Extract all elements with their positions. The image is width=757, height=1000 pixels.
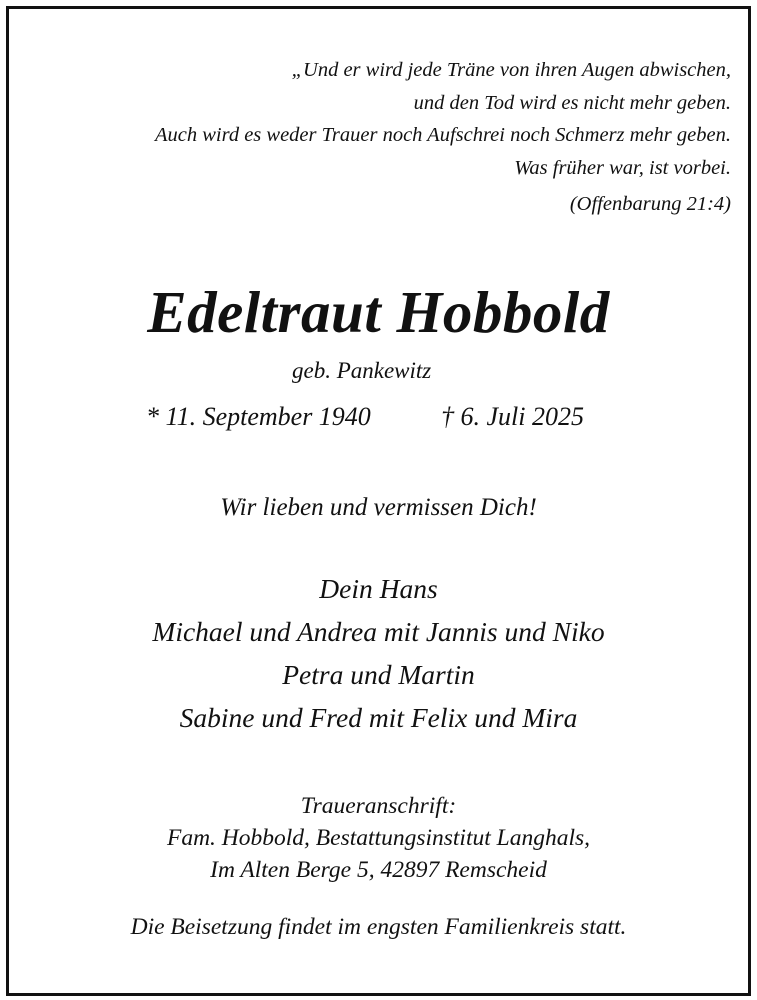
address-line: Im Alten Berge 5, 42897 Remscheid bbox=[210, 857, 547, 883]
deceased-name: Edeltraut Hobbold bbox=[147, 279, 610, 345]
birth-name: geb. Pankewitz bbox=[292, 358, 432, 383]
mourning-address bbox=[0, 790, 757, 886]
quote-line: Was früher war, ist vorbei. bbox=[514, 156, 731, 179]
quote-line: Auch wird es weder Trauer noch Aufschrei noch Schmerz mehr geben. bbox=[154, 124, 731, 146]
mourner-line: Michael und Andrea mit Jannis und Niko bbox=[152, 616, 605, 647]
mourner-line: Petra und Martin bbox=[282, 659, 475, 690]
quote-line: „Und er wird jede Träne von ihren Augen abwischen, bbox=[291, 59, 731, 81]
funeral-note: Die Beisetzung findet im engsten Familienkreis statt. bbox=[130, 914, 627, 940]
mourner-line: Sabine und Fred mit Felix und Mira bbox=[179, 702, 578, 733]
address-line: Fam. Hobbold, Bestattungsinstitut Langhals, bbox=[166, 825, 591, 851]
quote-line: und den Tod wird es nicht mehr geben. bbox=[413, 91, 731, 114]
bible-quote bbox=[155, 54, 731, 184]
love-message: Wir lieben und vermissen Dich! bbox=[220, 494, 537, 521]
birth-date: * 11. September 1940 bbox=[146, 402, 371, 431]
mourners-list bbox=[0, 567, 757, 739]
quote-source: (Offenbarung 21:4) bbox=[569, 193, 731, 215]
mourner-line: Dein Hans bbox=[319, 573, 438, 604]
death-date: † 6. Juli 2025 bbox=[441, 402, 584, 431]
address-heading: Traueranschrift: bbox=[300, 793, 457, 819]
